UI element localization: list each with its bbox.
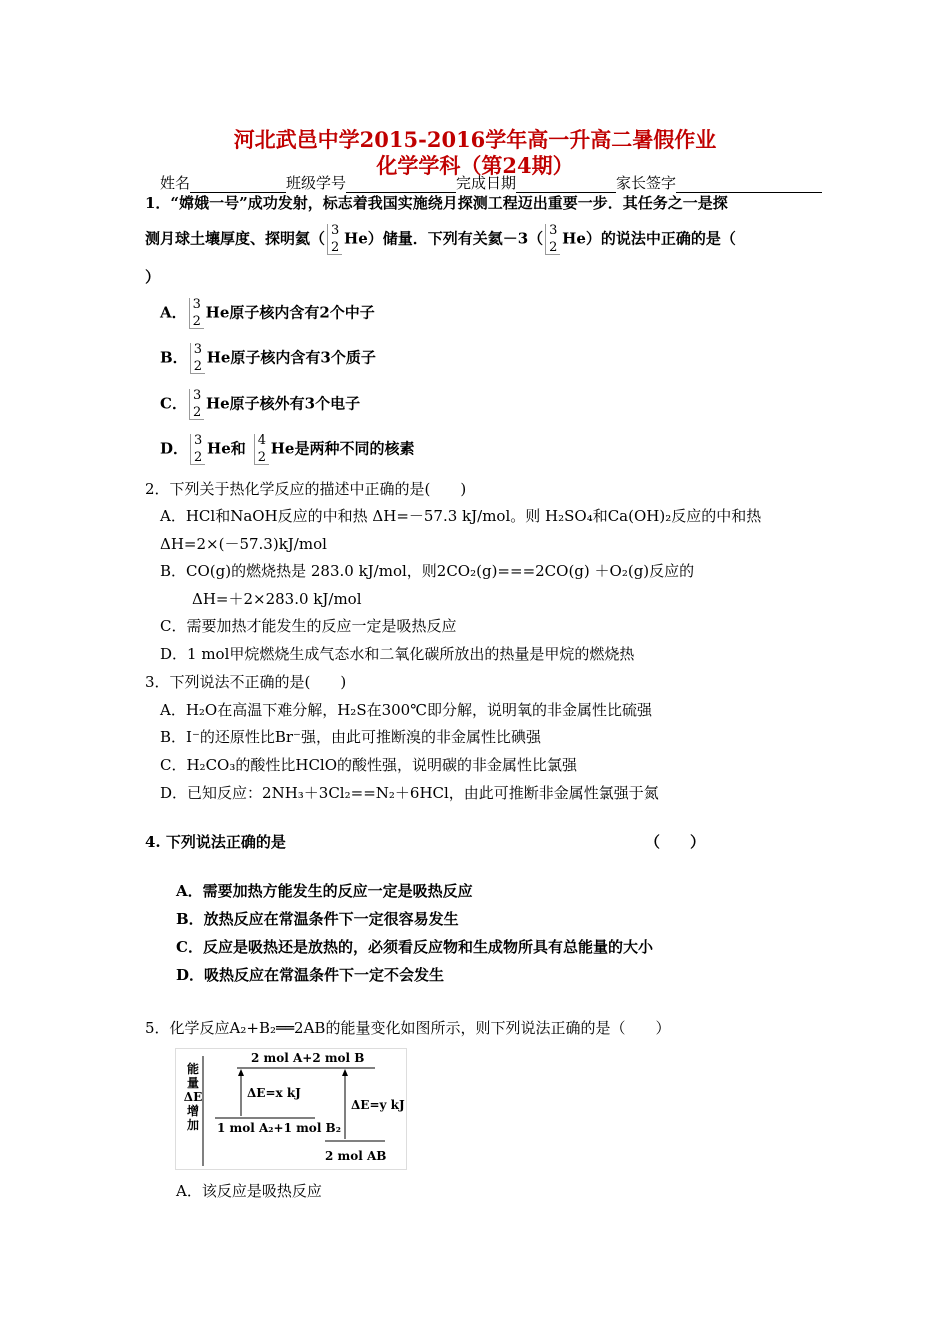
delta-x-label: ΔE=x kJ [247, 1086, 301, 1100]
q5-stem: 5．化学反应A₂+B₂══2AB的能量变化如图所示，则下列说法正确的是（ ） [145, 1019, 671, 1037]
he3-isotope-symbol: 3 2 [189, 298, 204, 329]
q2-stem: 2．下列关于热化学反应的描述中正确的是( ) [145, 480, 467, 498]
q4-answer-bracket: （ ） [645, 833, 706, 851]
q3-option-b[interactable]: B．I⁻的还原性比Br⁻强，由此可推断溴的非金属性比碘强 [160, 728, 541, 746]
q2-option-d[interactable]: D．1 mol甲烷燃烧生成气态水和二氧化碳所放出的热量是甲烷的燃烧热 [160, 645, 635, 663]
name-field[interactable] [190, 178, 286, 193]
q2-option-a-cont: ΔH=2×(－57.3)kJ/mol [160, 535, 327, 553]
q1-line2: 测月球土壤厚度、探明氦（ 3 2 He）储量．下列有关氦－3（ 3 2 He）的说法中正确的是（ [145, 223, 736, 255]
page-title: 河北武邑中学2015-2016学年高一升高二暑假作业 [233, 127, 717, 152]
class-no-label: 班级学号 [286, 174, 347, 192]
q2-option-b[interactable]: B．CO(g)的燃烧热是 283.0 kJ/mol，则2CO₂(g)===2CO(g) ＋O₂(g)反应的 [160, 562, 695, 580]
info-line [160, 172, 822, 193]
q1-line3: ） [145, 268, 161, 286]
q1-option-b[interactable]: B． 3 2 He原子核内含有3个质子 [160, 342, 376, 374]
delta-y-label: ΔE=y kJ [351, 1098, 405, 1112]
q1-line1: 1．“嫦娥一号”成功发射，标志着我国实施绕月探测工程迈出重要一步．其任务之一是探 [145, 194, 728, 212]
q4-option-d[interactable]: D．吸热反应在常温条件下一定不会发生 [176, 966, 445, 984]
q4-stem: 4. 下列说法正确的是 [145, 833, 286, 851]
top-level-label: 2 mol A+2 mol B [251, 1051, 365, 1065]
q3-option-a[interactable]: A．H₂O在高温下难分解，H₂S在300℃即分解，说明氧的非金属性比硫强 [160, 701, 653, 719]
date-field[interactable] [516, 178, 616, 193]
q2-option-a[interactable]: A．HCl和NaOH反应的中和热 ΔH=－57.3 kJ/mol。则 H₂SO₄和Ca(OH)₂反应的中和热 [160, 507, 762, 525]
he3-isotope-symbol: 3 2 [545, 224, 560, 255]
q4-option-a[interactable]: A．需要加热方能发生的反应一定是吸热反应 [176, 882, 473, 900]
energy-level-diagram [175, 1048, 407, 1170]
name-label: 姓名 [160, 174, 191, 192]
q3-option-c[interactable]: C．H₂CO₃的酸性比HClO的酸性强，说明碳的非金属性比氯强 [160, 756, 578, 774]
energy-axis-label: 能 量 ΔE 增 加 [183, 1062, 203, 1132]
q4-option-c[interactable]: C．反应是吸热还是放热的，必须看反应物和生成物所具有总能量的大小 [176, 938, 653, 956]
q4-option-b[interactable]: B．放热反应在常温条件下一定很容易发生 [176, 910, 459, 928]
q1-option-c[interactable]: C． 3 2 He原子核外有3个电子 [160, 388, 361, 420]
q2-option-b-cont: ΔH=＋2×283.0 kJ/mol [192, 590, 362, 608]
parent-label: 家长签字 [616, 174, 677, 192]
he4-isotope-symbol: 4 2 [254, 434, 269, 465]
q1-option-a[interactable]: A． 3 2 He原子核内含有2个中子 [160, 297, 375, 329]
date-label: 完成日期 [456, 174, 517, 192]
parent-field[interactable] [676, 178, 822, 193]
he3-isotope-symbol: 3 2 [189, 389, 204, 420]
he3-isotope-symbol: 3 2 [327, 224, 342, 255]
mid-level-label: 1 mol A₂+1 mol B₂ [217, 1121, 341, 1135]
page-subtitle: 化学学科（第24期） [376, 153, 574, 178]
q3-stem: 3．下列说法不正确的是( ) [145, 673, 347, 691]
q1-option-d[interactable]: D． 3 2 He和 4 2 He是两种不同的核素 [160, 433, 415, 465]
he3-isotope-symbol: 3 2 [190, 434, 205, 465]
q3-option-d[interactable]: D．已知反应：2NH₃＋3Cl₂==N₂＋6HCl，由此可推断非金属性氯强于氮 [160, 784, 659, 802]
q2-option-c[interactable]: C．需要加热才能发生的反应一定是吸热反应 [160, 617, 457, 635]
class-no-field[interactable] [346, 178, 456, 193]
he3-isotope-symbol: 3 2 [190, 343, 205, 374]
q5-option-a[interactable]: A．该反应是吸热反应 [176, 1182, 322, 1200]
low-level-label: 2 mol AB [325, 1149, 387, 1163]
